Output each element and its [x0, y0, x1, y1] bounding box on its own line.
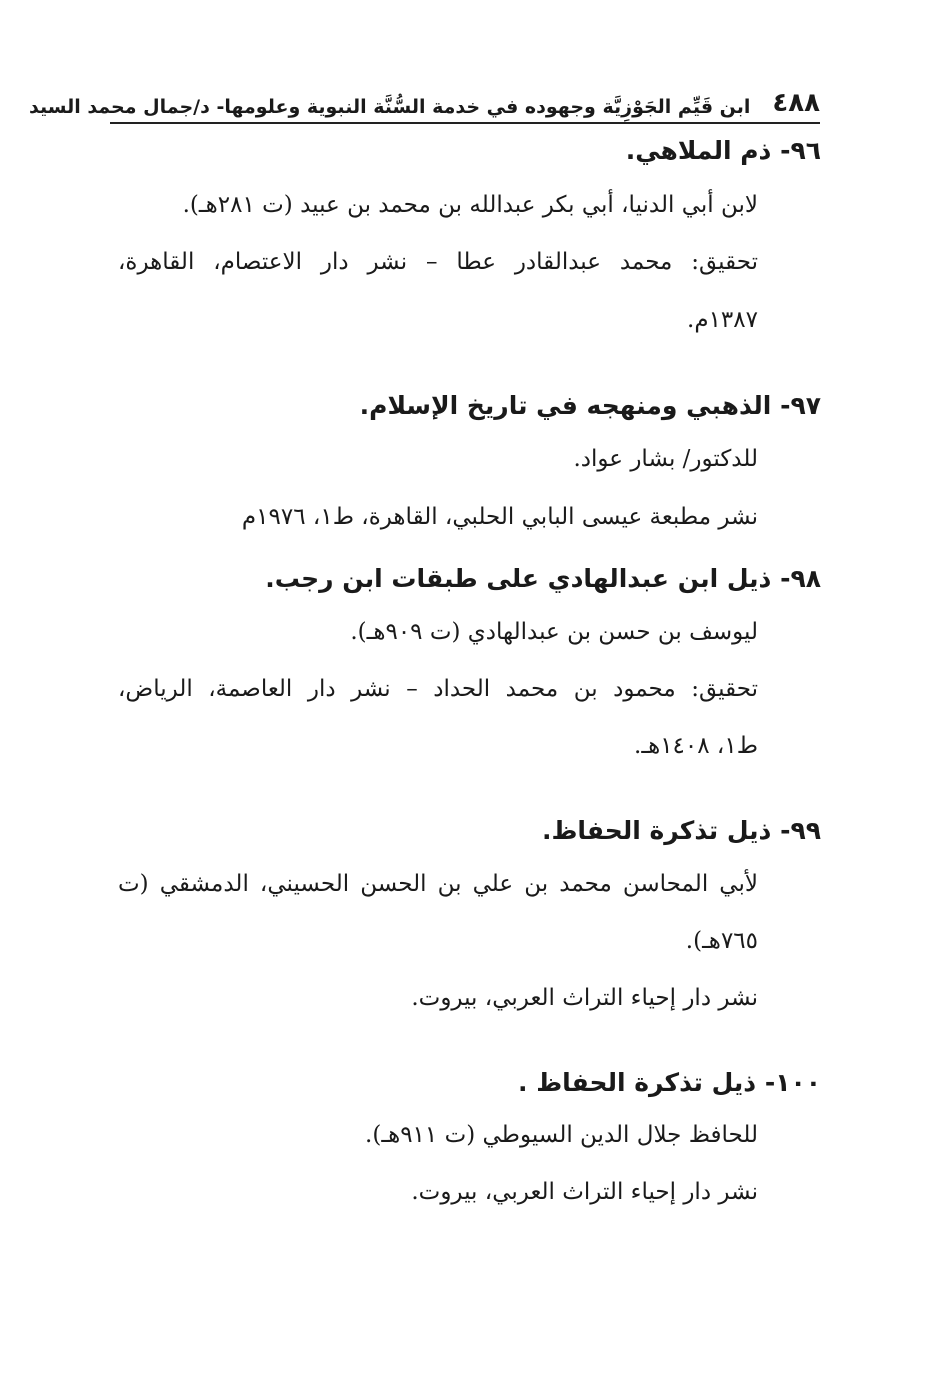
entry-title: ٩٧- الذهبي ومنهجه في تاريخ الإسلام. [359, 391, 821, 420]
entry-line: ليوسف بن حسن بن عبدالهادي (ت ٩٠٩هـ). [350, 619, 758, 645]
page-header [29, 84, 820, 124]
entry-line: للدكتور/ بشار عواد. [573, 446, 758, 472]
entry-line: لابن أبي الدنيا، أبي بكر عبدالله بن محمد بن عبيد (ت ٢٨١هـ). [182, 192, 758, 218]
entry-title: ٩٨- ذيل ابن عبدالهادي على طبقات ابن رجب. [265, 564, 821, 593]
entry-title: ٩٦- ذم الملاهي. [625, 136, 821, 165]
entry-title: ٩٩- ذيل تذكرة الحفاظ. [541, 816, 821, 845]
entry-line: لأبي المحاسن محمد بن علي بن الحسن الحسيني، الدمشقي (ت [118, 871, 758, 897]
entry-line: نشر دار إحياء التراث العربي، بيروت. [411, 1179, 758, 1205]
entry-title: ١٠٠- ذيل تذكرة الحفاظ . [518, 1068, 821, 1097]
entry-line: ٧٦٥هـ). [685, 928, 758, 954]
entry-line: تحقيق: محمود بن محمد الحداد – نشر دار العاصمة، الرياض، [118, 676, 758, 702]
entry-line: ط١، ١٤٠٨هـ. [634, 733, 758, 759]
entry-line: تحقيق: محمد عبدالقادر عطا – نشر دار الاعتصام، القاهرة، [118, 249, 758, 275]
entry-line: نشر دار إحياء التراث العربي، بيروت. [411, 985, 758, 1011]
page-number: ٤٨٨ [772, 88, 820, 118]
running-title: ابن قَيِّم الجَوْزِيَّة وجهوده في خدمة السُّنَّة النبوية وعلومها- د/جمال محمد السيد [29, 96, 751, 118]
entry-line: ١٣٨٧م. [687, 307, 758, 333]
entry-line: للحافظ جلال الدين السيوطي (ت ٩١١هـ). [365, 1122, 758, 1148]
entry-line: نشر مطبعة عيسى البابي الحلبي، القاهرة، ط١، ١٩٧٦م [241, 504, 758, 530]
